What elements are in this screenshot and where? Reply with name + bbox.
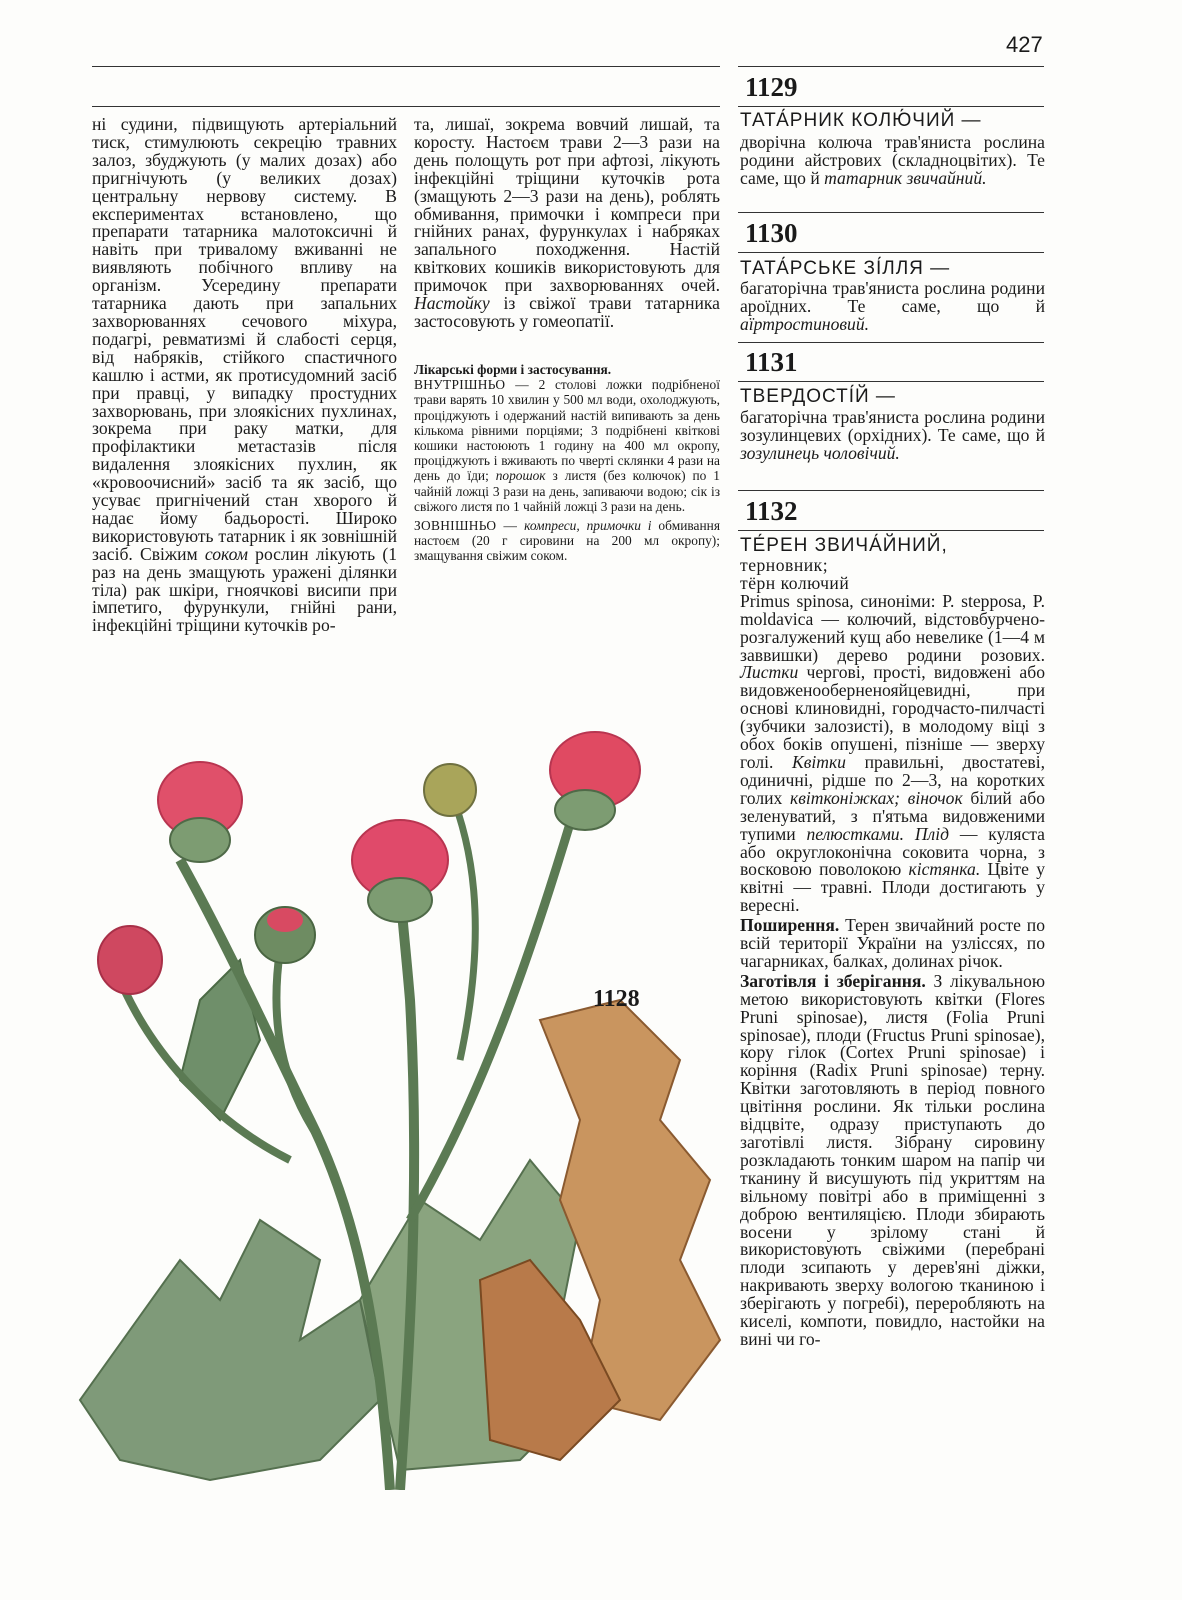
stem-bud	[276, 950, 320, 1140]
page-number: 427	[1006, 32, 1043, 57]
entry-number-1130: 1130	[745, 218, 798, 248]
top-rule-right	[738, 66, 1044, 67]
entry-title-1132: ТЕ́РЕН ЗВИЧА́ЙНИЙ,	[740, 535, 948, 556]
thistle-illustration	[60, 700, 740, 1490]
figure-label: 1128	[593, 986, 640, 1012]
rule-1132	[738, 530, 1044, 531]
rule-top-1131	[738, 342, 1044, 343]
flower-head-4	[98, 926, 162, 994]
flower-bract-1	[170, 818, 230, 862]
flower-bud-yellow	[424, 764, 476, 816]
rule-1129	[738, 106, 1044, 107]
rule-top-1130	[738, 212, 1044, 213]
entry-number-1131: 1131	[745, 347, 798, 377]
leaf-lower-left	[80, 1220, 380, 1480]
rule-1131	[738, 381, 1044, 382]
flower-bract-3	[555, 790, 615, 830]
middle-column: та, лишаї, зокрема вовчий лишай, та коросту. Настоєм трави 2—3 рази на день полощуть рот при афтозі, лікують інфекційні тріщини куточків рота (змащують 2—3 рази на день), роблять обмивання, примочки і компреси при гнійних ранах, фурункулах і набряках запального походження. Настій квіткових кошиків використовують для примочок при захворюваннях очей. Настойку із свіжої трави татарника застосовують у гомеопатії.	[414, 114, 720, 331]
entry-text-1132: терновник; тёрн колючий Primus spinosa, синоніми: P. stepposa, P. moldavica — колючий, відстовбурчено-розгалужений кущ або невелике (1—4 м заввишки) дерево родини розових. Листки чергові, прості, видовжені або видовженооберненояйцевидні, при основі клиновидні, городчасто-пилчасті (зубчики залозисті), в молодому віці з обох боків опушені, пізніше — зверху голі. Квітки правильні, двостатеві, одиничні, рідше по 2—3, на коротких голих квітконіжках; віночок білий або зеленуватий, з п'ятьма видовженими тупими пелюстками. Плід — куляста або округлоконічна соковита чорна, з восковою поволокою кістянка. Цвіте у квітні — травні. Плоди достигають у вересні. Поширення. Терен звичайний росте по всій території України на узліссях, по чагарниках, балках, долинах річок. Заготівля і зберігання. З лікувальною метою використовують квітки (Flores Pruni spinosae), листя (Folia Pruni spinosae), плоди (Fructus Pruni spinosae), кору гілок (Cortex Pruni spinosae) і коріння (Radix Pruni spinosae) терну. Квітки заготовляють в період повного цвітіння рослини. Як тільки рослина відцвіте, одразу приступають до заготівлі листя. Зібрану сировину розкладають тонким шаром на папір чи тканину й висушують під укриттям на вільному повітрі або в приміщенні з доброю вентиляцією. Плоди збирають восени у зрілому стані й використовують свіжими (перебрані плоди зсипають у дерев'яні діжки, накривають зверху вологою тканиною і зберігають у погребі), переробляють на киселі, компоти, повидло, настойки на вині чи го-	[740, 555, 1045, 1349]
entry-number-1129: 1129	[745, 72, 798, 102]
left-column: ні судини, підвищують артеріальний тиск, стимулюють секрецію травних залоз, збуджують (у малих дозах) або пригнічують (у великих дозах) центральну нервову систему. В експериментах встановлено, що препарати татарника малотоксичні й навіть при тривалому вживанні не виявляють побічного впливу на організм. Усередину препарати татарника дають при запальних захворюваннях сечового міхура, подагрі, ревматизмі й слабості серця, від набряків, стійкого спастичного кашлю і астми, як протисудомний засіб при правці, у випадку простудних захворювань, при злоякісних пухлинах, зокрема при раку матки, для профілактики метастазів після видалення злоякісних пухлин, як «кровоочисний» засіб та як засіб, що усуває пригнічений стан хворого й надає йому бадьорості. Широко використовують татарник і як зовнішній засіб. Свіжим соком рослин лікують (1 раз на день змащують уражені ділянки тіла) рак шкіри, гноячкові висипи при імпетиго, фурункули, гнійні рани, інфекційні тріщини куточків ро-	[92, 114, 398, 636]
entry-text-1129: дворічна колюча трав'яниста рослина родини айстрових (складноцвітих). Те саме, що й татарник звичайний.	[740, 132, 1045, 188]
entry-title-1129: ТАТА́РНИК КОЛЮ́ЧИЙ —	[740, 110, 982, 131]
entry-number-1132: 1132	[745, 496, 798, 526]
flower-bud-tip	[267, 908, 303, 932]
rule-left-2	[92, 106, 720, 107]
entry-title-1130: ТАТА́РСЬКЕ ЗІ́ЛЛЯ —	[740, 258, 951, 279]
entry-title-1131: ТВЕРДОСТІ́Й —	[740, 386, 896, 407]
rule-1130	[738, 252, 1044, 253]
rule-top-1132	[738, 490, 1044, 491]
entry-text-1131: багаторічна трав'яниста рослина родини зозулинцевих (орхідних). Те саме, що й зозулинець чоловічий.	[740, 407, 1045, 463]
flower-bract-2	[368, 878, 432, 922]
top-rule-left	[92, 66, 720, 67]
entry-text-1130: багаторічна трав'яниста рослина родини ароїдних. Те саме, що й аїртростиновий.	[740, 278, 1045, 334]
stem-yellow-bud	[450, 790, 475, 1060]
forms-section: Лікарські форми і застосування. ВНУТРІШНЬО — 2 столові ложки подрібненої трави варять 10 хвилин у 500 мл води, охолоджують, проціджують і одержаний настій випивають за день кількома рівними порціями; 3 подрібнені квіткові кошики настоюють 1 годину на 400 мл окропу, проціджують і вживають по чверті склянки 4 рази на день до їди; порошок з листя (без колючок) по 1 чайній ложці 3 рази на день, запиваючи водою; сік із свіжого листя по 1 чайній ложці 3 рази на день. ЗОВНІШНЬО — компреси, примочки і обмивання настоєм (20 г сировини на 200 мл окропу); змащування свіжим соком.	[414, 362, 720, 564]
